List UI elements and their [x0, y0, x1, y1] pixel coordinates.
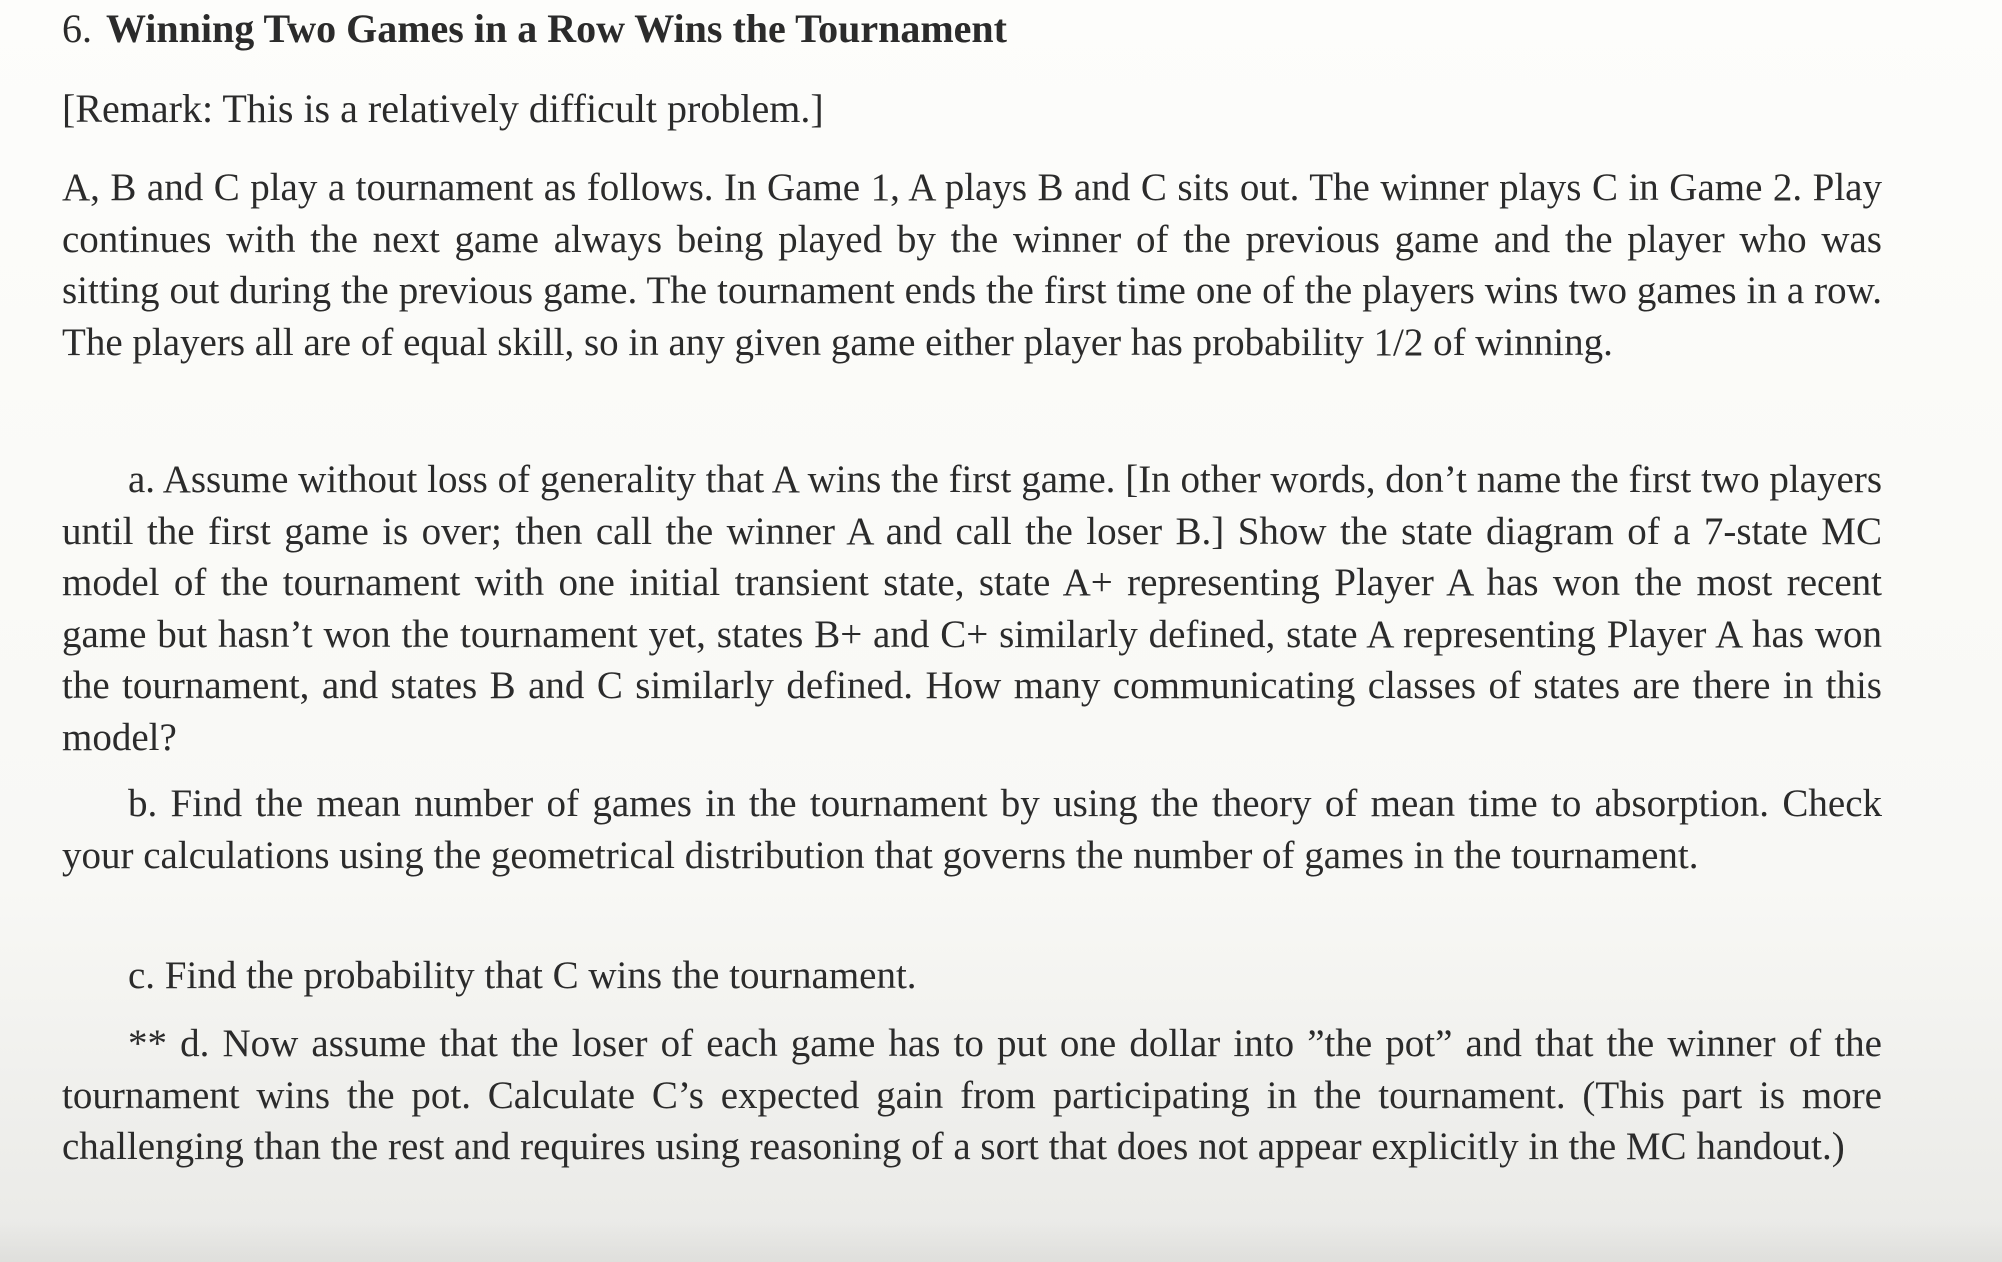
intro-paragraph: A, B and C play a tournament as follows. In Game 1, A plays B and C sits out. The winner plays C in Game 2. Play continues with the next game always being played by the winner of the previous game and the player who was sitting out during the previous game. The tournament ends the first time one of the players wins two games in a row. The players all are of equal skill, so in any given game either player has probability 1/2 of winning.	[62, 166, 1882, 364]
part-b-paragraph: b. Find the mean number of games in the tournament by using the theory of mean time to absorption. Check your calculations using the geometrical distribution that governs the number of games in the tournament.	[62, 782, 1882, 877]
part-c-paragraph: c. Find the probability that C wins the tournament.	[128, 954, 917, 997]
section-heading	[62, 4, 1007, 54]
section-number: 6.	[62, 6, 92, 51]
remark-text: [Remark: This is a relatively difficult problem.]	[62, 86, 824, 131]
part-a-paragraph: a. Assume without loss of generality that A wins the first game. [In other words, don’t name the first two players until the first game is over; then call the winner A and call the loser B.] Show the state diagram of a 7-state MC model of the tournament with one initial transient state, state A+ representing Player A has won the most recent game but hasn’t won the tournament yet, states B+ and C+ similarly defined, state A representing Player A has won the tournament, and states B and C similarly defined. How many communicating classes of states are there in this model?	[62, 458, 1882, 759]
section-title: Winning Two Games in a Row Wins the Tournament	[106, 6, 1007, 51]
part-d-paragraph: ** d. Now assume that the loser of each game has to put one dollar into ”the pot” and that the winner of the tournament wins the pot. Calculate C’s expected gain from participating in the tournament. (This part is more challenging than the rest and requires using reasoning of a sort that does not appear explicitly in the MC handout.)	[62, 1022, 1882, 1168]
page-bottom-shadow	[0, 1222, 2002, 1262]
